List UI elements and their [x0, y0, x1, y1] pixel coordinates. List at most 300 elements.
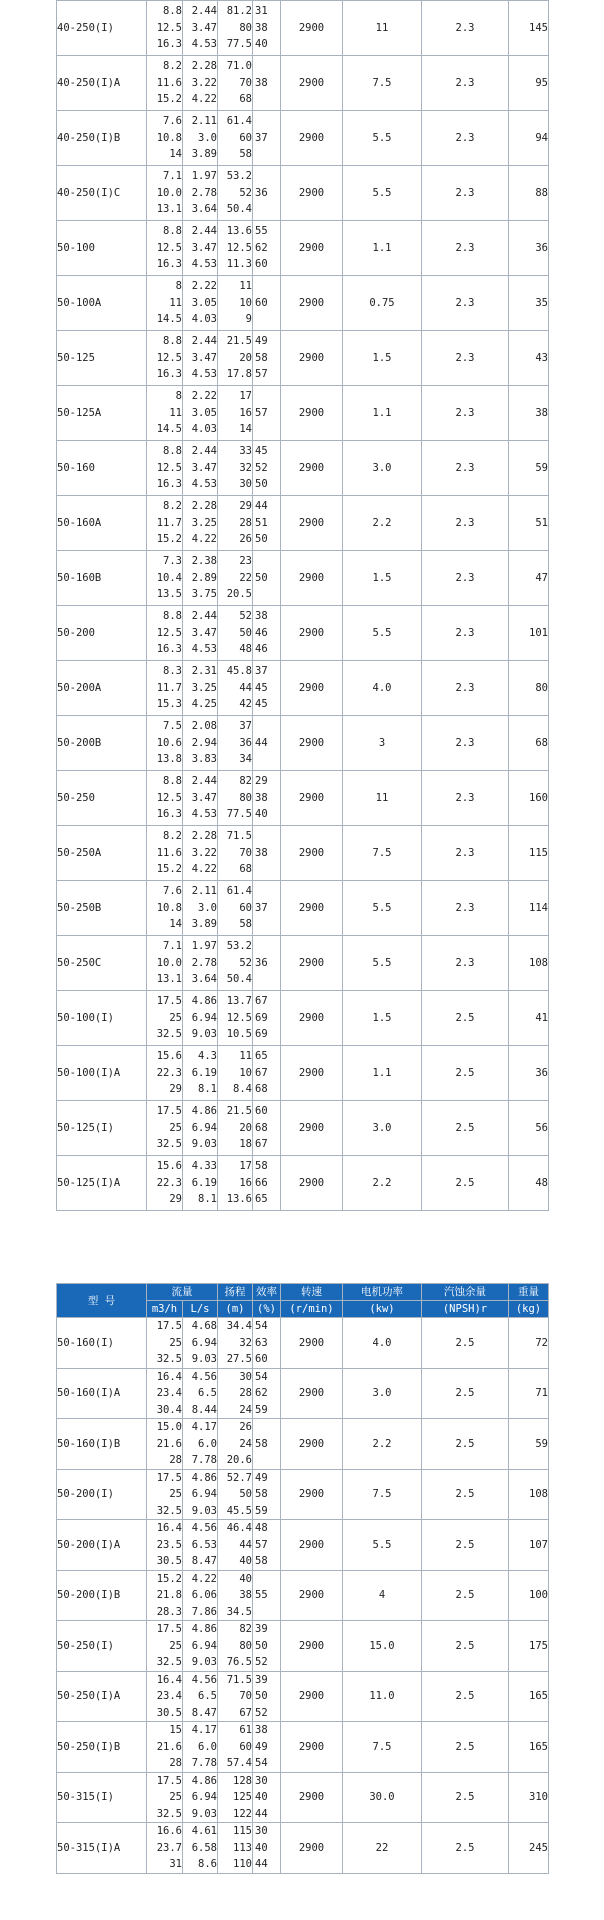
cell-flow-m3h-value: 32.5 [156, 1807, 182, 1820]
cell-flow-ls-value: 2.44 [191, 445, 217, 458]
cell-flow-ls-value: 2.28 [191, 60, 217, 73]
cell-flow-ls-value: 6.5 [198, 1387, 217, 1399]
cell-efficiency [253, 1570, 281, 1621]
cell-flow-ls-value: 2.44 [191, 610, 217, 623]
cell-model: 50-100(I)A [57, 1046, 147, 1101]
cell-flow-m3h-value: 30.4 [156, 1403, 182, 1416]
cell-flow-m3h-value: 8.8 [163, 5, 182, 18]
cell-flow-m3h-value: 11.6 [156, 76, 182, 89]
cell-head [218, 1823, 253, 1874]
cell-head [218, 1101, 253, 1156]
table-row [57, 771, 549, 826]
cell-head-value: 20 [239, 351, 252, 364]
cell-flow-m3h-value: 10.6 [156, 736, 182, 749]
cell-efficiency [253, 441, 281, 496]
cell-flow-ls-value: 3.89 [191, 148, 217, 161]
cell-flow-ls-value: 8.47 [191, 1555, 217, 1567]
header-efficiency: 效率 [253, 1284, 281, 1301]
cell-head-value: 38 [239, 1589, 252, 1601]
cell-efficiency [253, 1156, 281, 1211]
cell-npsh: 2.3 [422, 166, 509, 221]
cell-efficiency [253, 1046, 281, 1101]
cell-head-value: 20.5 [226, 588, 252, 601]
table-row [57, 826, 549, 881]
cell-flow-m3h [147, 716, 183, 771]
cell-head-value: 44 [239, 681, 252, 694]
cell-flow-m3h [147, 661, 183, 716]
cell-efficiency-value: 68 [255, 1083, 268, 1096]
cell-head-value: 76.5 [226, 1656, 252, 1668]
cell-flow-ls-value: 6.58 [191, 1841, 217, 1854]
cell-head [218, 166, 253, 221]
cell-flow-ls-value: 2.44 [191, 225, 217, 238]
table-row [57, 661, 549, 716]
pump-spec-table-bottom [56, 1283, 549, 1874]
cell-speed: 2900 [281, 111, 343, 166]
cell-head-value: 12.5 [226, 241, 252, 254]
cell-head-value: 80 [239, 21, 252, 34]
cell-flow-ls [183, 1469, 218, 1520]
cell-speed: 2900 [281, 1318, 343, 1369]
cell-flow-ls-value: 3.0 [198, 901, 217, 914]
cell-motor-power: 11 [343, 771, 422, 826]
cell-flow-ls [183, 276, 218, 331]
cell-flow-m3h [147, 1722, 183, 1773]
cell-flow-ls-value: 3.05 [191, 406, 217, 419]
cell-flow-m3h-value: 8.3 [163, 665, 182, 678]
cell-speed: 2900 [281, 166, 343, 221]
cell-head-value: 21.5 [226, 335, 252, 348]
cell-head-value: 53.2 [226, 940, 252, 953]
cell-motor-power: 2.2 [343, 1419, 422, 1470]
table-row [57, 1469, 549, 1520]
cell-flow-m3h-value: 15.0 [156, 1421, 182, 1433]
cell-head-value: 34.5 [226, 1605, 252, 1618]
cell-efficiency [253, 716, 281, 771]
cell-head-value: 77.5 [226, 808, 252, 821]
cell-efficiency-value: 46 [255, 626, 268, 639]
cell-model: 50-125 [57, 331, 147, 386]
cell-head-value: 12.5 [226, 1011, 252, 1024]
cell-head-value: 24 [239, 1403, 252, 1416]
cell-flow-m3h-value: 16.4 [156, 1370, 182, 1383]
cell-head [218, 386, 253, 441]
cell-efficiency-value: 69 [255, 1011, 268, 1024]
cell-efficiency-value: 51 [255, 516, 268, 529]
cell-flow-m3h [147, 221, 183, 276]
cell-efficiency-value: 59 [255, 1504, 268, 1517]
cell-efficiency-value: 57 [255, 368, 268, 381]
table-row [57, 441, 549, 496]
cell-head [218, 771, 253, 826]
cell-npsh: 2.3 [422, 386, 509, 441]
pump-spec-table-top-body [57, 1, 549, 1211]
cell-flow-m3h-value: 15 [169, 1724, 182, 1736]
cell-flow-m3h-value: 14 [169, 148, 182, 161]
cell-flow-m3h-value: 10.4 [156, 571, 182, 584]
cell-head [218, 1621, 253, 1672]
table-row [57, 991, 549, 1046]
cell-flow-m3h-value: 13.1 [156, 203, 182, 216]
cell-motor-power: 5.5 [343, 111, 422, 166]
cell-flow-m3h-value: 7.5 [163, 720, 182, 733]
cell-flow-ls-value: 2.38 [191, 555, 217, 568]
cell-weight: 71 [509, 1368, 549, 1419]
cell-flow-ls-value: 1.97 [191, 940, 217, 953]
cell-npsh: 2.5 [422, 1520, 509, 1571]
cell-flow-ls [183, 221, 218, 276]
cell-flow-ls [183, 1823, 218, 1874]
cell-flow-m3h-value: 17.5 [156, 1320, 182, 1332]
cell-flow-ls-value: 3.47 [191, 791, 217, 804]
cell-npsh: 2.5 [422, 1469, 509, 1520]
cell-weight: 94 [509, 111, 549, 166]
cell-flow-m3h-value: 16.3 [156, 38, 182, 51]
cell-weight: 108 [509, 936, 549, 991]
header-speed: 转速 [281, 1284, 343, 1301]
cell-model: 50-160B [57, 551, 147, 606]
cell-efficiency-value: 38 [255, 846, 268, 859]
cell-head [218, 1318, 253, 1369]
cell-flow-m3h-value: 14 [169, 918, 182, 931]
cell-npsh: 2.3 [422, 496, 509, 551]
cell-speed: 2900 [281, 1671, 343, 1722]
header-flow-unit-ls: L/s [183, 1301, 218, 1318]
cell-flow-m3h [147, 1368, 183, 1419]
cell-flow-m3h-value: 30.5 [156, 1706, 182, 1719]
cell-speed: 2900 [281, 1772, 343, 1823]
cell-npsh: 2.3 [422, 1, 509, 56]
cell-motor-power: 1.1 [343, 221, 422, 276]
cell-speed: 2900 [281, 1570, 343, 1621]
cell-flow-ls [183, 496, 218, 551]
cell-flow-ls [183, 111, 218, 166]
cell-speed: 2900 [281, 221, 343, 276]
cell-speed: 2900 [281, 276, 343, 331]
cell-flow-m3h-value: 12.5 [156, 461, 182, 474]
cell-motor-power: 1.1 [343, 1046, 422, 1101]
cell-speed: 2900 [281, 1520, 343, 1571]
cell-npsh: 2.5 [422, 991, 509, 1046]
cell-head-value: 52.7 [226, 1471, 252, 1484]
cell-flow-m3h-value: 16.3 [156, 478, 182, 491]
cell-flow-m3h-value: 12.5 [156, 791, 182, 804]
cell-motor-power: 7.5 [343, 1469, 422, 1520]
cell-flow-m3h [147, 166, 183, 221]
cell-motor-power: 30.0 [343, 1772, 422, 1823]
cell-head [218, 441, 253, 496]
cell-head-value: 80 [239, 1639, 252, 1652]
cell-model: 40-250(I)B [57, 111, 147, 166]
cell-flow-m3h-value: 23.4 [156, 1690, 182, 1702]
cell-efficiency-value: 50 [255, 533, 268, 546]
cell-speed: 2900 [281, 1, 343, 56]
cell-flow-m3h [147, 1469, 183, 1520]
cell-flow-ls-value: 2.89 [191, 571, 217, 584]
cell-model: 50-315(I) [57, 1772, 147, 1823]
cell-flow-ls-value: 3.47 [191, 351, 217, 364]
cell-head [218, 111, 253, 166]
cell-motor-power: 3.0 [343, 1368, 422, 1419]
cell-head [218, 221, 253, 276]
cell-flow-ls-value: 2.11 [191, 115, 217, 128]
cell-motor-power: 5.5 [343, 881, 422, 936]
cell-npsh: 2.5 [422, 1570, 509, 1621]
cell-efficiency-value: 38 [255, 21, 268, 34]
cell-npsh: 2.5 [422, 1621, 509, 1672]
cell-flow-ls [183, 1722, 218, 1773]
cell-flow-m3h-value: 8 [175, 280, 182, 293]
cell-efficiency-value: 52 [255, 1656, 268, 1668]
cell-head-value: 58 [239, 148, 252, 161]
cell-flow-ls-value: 4.25 [191, 698, 217, 711]
cell-npsh: 2.5 [422, 1318, 509, 1369]
cell-model: 50-160A [57, 496, 147, 551]
table-row [57, 1419, 549, 1470]
cell-head-value: 17.8 [226, 368, 252, 381]
cell-weight: 310 [509, 1772, 549, 1823]
cell-flow-m3h-value: 8.8 [163, 610, 182, 623]
cell-flow-m3h-value: 25 [169, 1121, 182, 1134]
cell-flow-ls-value: 9.03 [191, 1504, 217, 1517]
cell-flow-ls-value: 4.56 [191, 1673, 217, 1686]
cell-flow-ls-value: 6.94 [191, 1011, 217, 1024]
cell-head-value: 29 [239, 500, 252, 513]
cell-flow-m3h-value: 15.6 [156, 1050, 182, 1063]
cell-head [218, 661, 253, 716]
cell-flow-m3h-value: 17.5 [156, 1471, 182, 1484]
cell-head-value: 45.8 [226, 665, 252, 678]
cell-model: 50-250(I)B [57, 1722, 147, 1773]
cell-efficiency [253, 1419, 281, 1470]
cell-weight: 72 [509, 1318, 549, 1369]
cell-flow-m3h [147, 1156, 183, 1211]
cell-flow-m3h [147, 1671, 183, 1722]
cell-model: 50-125(I) [57, 1101, 147, 1156]
cell-head-value: 27.5 [226, 1353, 252, 1365]
cell-npsh: 2.3 [422, 826, 509, 881]
cell-efficiency [253, 276, 281, 331]
cell-flow-m3h-value: 13.5 [156, 588, 182, 601]
cell-flow-ls-value: 6.06 [191, 1589, 217, 1601]
cell-efficiency-value: 49 [255, 1740, 268, 1753]
cell-flow-ls-value: 2.11 [191, 885, 217, 898]
cell-model: 50-100(I) [57, 991, 147, 1046]
cell-efficiency-value: 60 [255, 1353, 268, 1365]
cell-flow-m3h-value: 8.8 [163, 775, 182, 788]
table-row [57, 1570, 549, 1621]
cell-head-value: 8.4 [233, 1083, 252, 1096]
cell-efficiency-value: 68 [255, 1121, 268, 1134]
cell-head-value: 68 [239, 93, 252, 106]
cell-flow-m3h [147, 1046, 183, 1101]
cell-flow-m3h-value: 25 [169, 1639, 182, 1652]
cell-head-value: 115 [233, 1825, 252, 1837]
cell-efficiency [253, 826, 281, 881]
cell-flow-ls-value: 4.56 [191, 1370, 217, 1383]
cell-motor-power: 4 [343, 1570, 422, 1621]
cell-flow-m3h-value: 29 [169, 1193, 182, 1206]
cell-efficiency-value: 63 [255, 1336, 268, 1349]
cell-head-value: 16 [239, 406, 252, 419]
cell-flow-m3h [147, 441, 183, 496]
cell-weight: 160 [509, 771, 549, 826]
cell-efficiency-value: 58 [255, 1437, 268, 1450]
header-motor-power: 电机功率 [343, 1284, 422, 1301]
cell-flow-ls-value: 2.44 [191, 335, 217, 348]
table-header [57, 1284, 549, 1318]
cell-head-value: 50 [239, 626, 252, 639]
cell-flow-ls-value: 2.78 [191, 956, 217, 969]
cell-flow-ls-value: 7.78 [191, 1454, 217, 1466]
cell-head-value: 52 [239, 956, 252, 969]
cell-efficiency [253, 551, 281, 606]
cell-flow-ls [183, 1520, 218, 1571]
cell-weight: 145 [509, 1, 549, 56]
cell-flow-ls-value: 7.78 [191, 1757, 217, 1769]
cell-flow-m3h-value: 30.5 [156, 1555, 182, 1567]
cell-efficiency-value: 45 [255, 698, 268, 711]
cell-npsh: 2.5 [422, 1722, 509, 1773]
cell-flow-ls [183, 881, 218, 936]
cell-head [218, 496, 253, 551]
cell-head-value: 11 [239, 280, 252, 293]
cell-efficiency [253, 1671, 281, 1722]
cell-efficiency [253, 1469, 281, 1520]
cell-weight: 38 [509, 386, 549, 441]
cell-speed: 2900 [281, 56, 343, 111]
cell-flow-m3h-value: 28 [169, 1757, 182, 1769]
cell-flow-ls-value: 2.08 [191, 720, 217, 733]
cell-head-value: 20.6 [226, 1454, 252, 1466]
cell-flow-m3h-value: 8.8 [163, 335, 182, 348]
cell-head-value: 42 [239, 698, 252, 711]
cell-npsh: 2.3 [422, 56, 509, 111]
cell-head [218, 1, 253, 56]
cell-flow-ls-value: 9.03 [191, 1138, 217, 1151]
cell-head [218, 1368, 253, 1419]
cell-flow-m3h [147, 331, 183, 386]
cell-head-value: 128 [233, 1774, 252, 1787]
cell-weight: 107 [509, 1520, 549, 1571]
cell-motor-power: 3 [343, 716, 422, 771]
cell-head [218, 881, 253, 936]
cell-speed: 2900 [281, 496, 343, 551]
cell-speed: 2900 [281, 1419, 343, 1470]
cell-efficiency-value: 31 [255, 5, 268, 18]
cell-npsh: 2.5 [422, 1368, 509, 1419]
cell-flow-m3h-value: 25 [169, 1791, 182, 1803]
cell-head-value: 36 [239, 736, 252, 749]
cell-efficiency-value: 55 [255, 225, 268, 238]
cell-flow-m3h-value: 11.7 [156, 681, 182, 694]
cell-flow-m3h-value: 17.5 [156, 995, 182, 1008]
cell-flow-m3h-value: 32.5 [156, 1656, 182, 1668]
cell-efficiency-value: 66 [255, 1176, 268, 1189]
cell-head-value: 44 [239, 1538, 252, 1551]
cell-efficiency [253, 991, 281, 1046]
cell-head-value: 40 [239, 1555, 252, 1567]
cell-efficiency-value: 29 [255, 775, 268, 788]
cell-efficiency-value: 50 [255, 571, 268, 584]
cell-motor-power: 11 [343, 1, 422, 56]
cell-head-value: 23 [239, 555, 252, 568]
cell-flow-ls-value: 4.17 [191, 1421, 217, 1433]
cell-efficiency [253, 1772, 281, 1823]
cell-flow-ls-value: 4.53 [191, 478, 217, 491]
cell-flow-m3h-value: 8.8 [163, 225, 182, 238]
cell-flow-ls-value: 6.19 [191, 1176, 217, 1189]
cell-head-value: 26 [239, 1421, 252, 1433]
cell-flow-m3h-value: 13.1 [156, 973, 182, 986]
cell-weight: 36 [509, 221, 549, 276]
cell-model: 50-125A [57, 386, 147, 441]
cell-efficiency-value: 46 [255, 643, 268, 656]
cell-model: 40-250(I)A [57, 56, 147, 111]
cell-flow-m3h-value: 7.1 [163, 170, 182, 183]
cell-weight: 165 [509, 1671, 549, 1722]
cell-head-value: 80 [239, 791, 252, 804]
cell-efficiency-value: 38 [255, 610, 268, 623]
cell-weight: 51 [509, 496, 549, 551]
cell-flow-ls-value: 6.94 [191, 1121, 217, 1134]
cell-weight: 56 [509, 1101, 549, 1156]
cell-head-value: 20 [239, 1121, 252, 1134]
cell-model: 50-250 [57, 771, 147, 826]
cell-flow-ls [183, 1772, 218, 1823]
table-row [57, 1823, 549, 1874]
cell-flow-ls-value: 4.68 [191, 1320, 217, 1332]
cell-efficiency-value: 55 [255, 1589, 268, 1601]
cell-efficiency-value: 39 [255, 1673, 268, 1686]
cell-flow-m3h-value: 17.5 [156, 1105, 182, 1118]
cell-head-value: 10.5 [226, 1028, 252, 1041]
cell-flow-ls-value: 2.44 [191, 5, 217, 18]
cell-flow-ls-value: 4.53 [191, 808, 217, 821]
cell-flow-ls [183, 331, 218, 386]
cell-speed: 2900 [281, 1469, 343, 1520]
cell-flow-m3h-value: 21.6 [156, 1437, 182, 1450]
cell-motor-power: 1.1 [343, 386, 422, 441]
cell-flow-ls-value: 6.0 [198, 1437, 217, 1450]
cell-efficiency-value: 57 [255, 1538, 268, 1551]
cell-flow-m3h-value: 11.7 [156, 516, 182, 529]
cell-head-value: 61.4 [226, 115, 252, 128]
cell-motor-power: 4.0 [343, 1318, 422, 1369]
cell-flow-m3h-value: 7.3 [163, 555, 182, 568]
cell-head-value: 52 [239, 186, 252, 199]
cell-head-value: 14 [239, 423, 252, 436]
table-row [57, 1046, 549, 1101]
cell-efficiency-value: 38 [255, 1724, 268, 1736]
cell-flow-ls [183, 661, 218, 716]
cell-head-value: 30 [239, 1370, 252, 1383]
cell-head-value: 67 [239, 1706, 252, 1719]
cell-speed: 2900 [281, 881, 343, 936]
cell-motor-power: 7.5 [343, 826, 422, 881]
cell-head-value: 34 [239, 753, 252, 766]
cell-flow-m3h-value: 15.2 [156, 1572, 182, 1585]
cell-flow-ls-value: 3.64 [191, 203, 217, 216]
cell-flow-ls [183, 441, 218, 496]
cell-flow-ls-value: 6.0 [198, 1740, 217, 1753]
cell-speed: 2900 [281, 386, 343, 441]
pump-spec-table-bottom-body [57, 1318, 549, 1874]
cell-weight: 245 [509, 1823, 549, 1874]
header-npsh-unit: (NPSH)r [422, 1301, 509, 1318]
cell-flow-m3h-value: 12.5 [156, 626, 182, 639]
cell-flow-ls-value: 2.28 [191, 500, 217, 513]
